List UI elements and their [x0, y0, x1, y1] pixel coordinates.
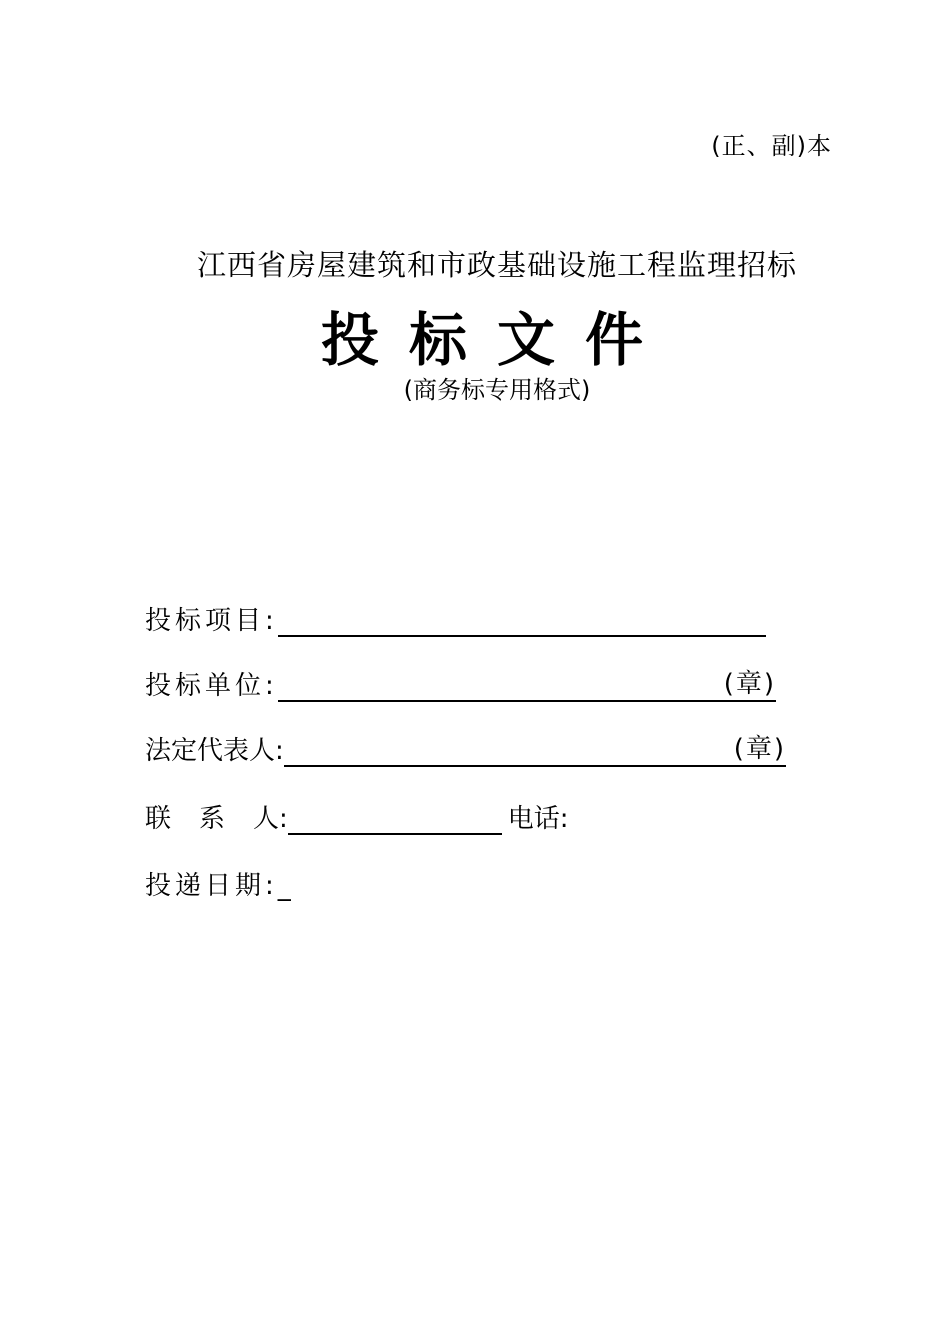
- legal-rep-label: 法定代表人:: [145, 736, 284, 766]
- format-note: (商务标专用格式): [403, 376, 591, 404]
- delivery-date-value[interactable]: _: [277, 872, 291, 902]
- contact-label: [145, 798, 288, 835]
- phone-label: 电话:: [507, 804, 569, 834]
- contact-line[interactable]: [288, 803, 502, 835]
- field-bidder: [145, 666, 776, 702]
- contact-label-1: 联: [145, 804, 172, 834]
- contact-label-2: 系: [199, 804, 226, 834]
- bidder-seal: (章): [720, 663, 776, 702]
- bid-project-label: 投标项目:: [145, 606, 278, 636]
- field-delivery-date: [145, 866, 291, 902]
- legal-rep-seal: (章): [730, 728, 786, 767]
- bidder-label: 投标单位:: [145, 671, 278, 701]
- bidder-line[interactable]: [278, 670, 720, 702]
- field-legal-representative: [145, 731, 786, 767]
- document-subtitle: 江西省房屋建筑和市政基础设施工程监理招标: [196, 248, 797, 282]
- field-contact: [145, 799, 569, 835]
- copy-type-mark: (正、副)本: [711, 132, 832, 160]
- document-title: 投标文件: [320, 306, 673, 374]
- legal-rep-line[interactable]: [284, 735, 730, 767]
- bid-project-line[interactable]: [278, 605, 766, 637]
- contact-label-3: 人:: [253, 804, 288, 834]
- field-bid-project: [145, 601, 766, 637]
- delivery-date-label: 投递日期:: [145, 871, 278, 901]
